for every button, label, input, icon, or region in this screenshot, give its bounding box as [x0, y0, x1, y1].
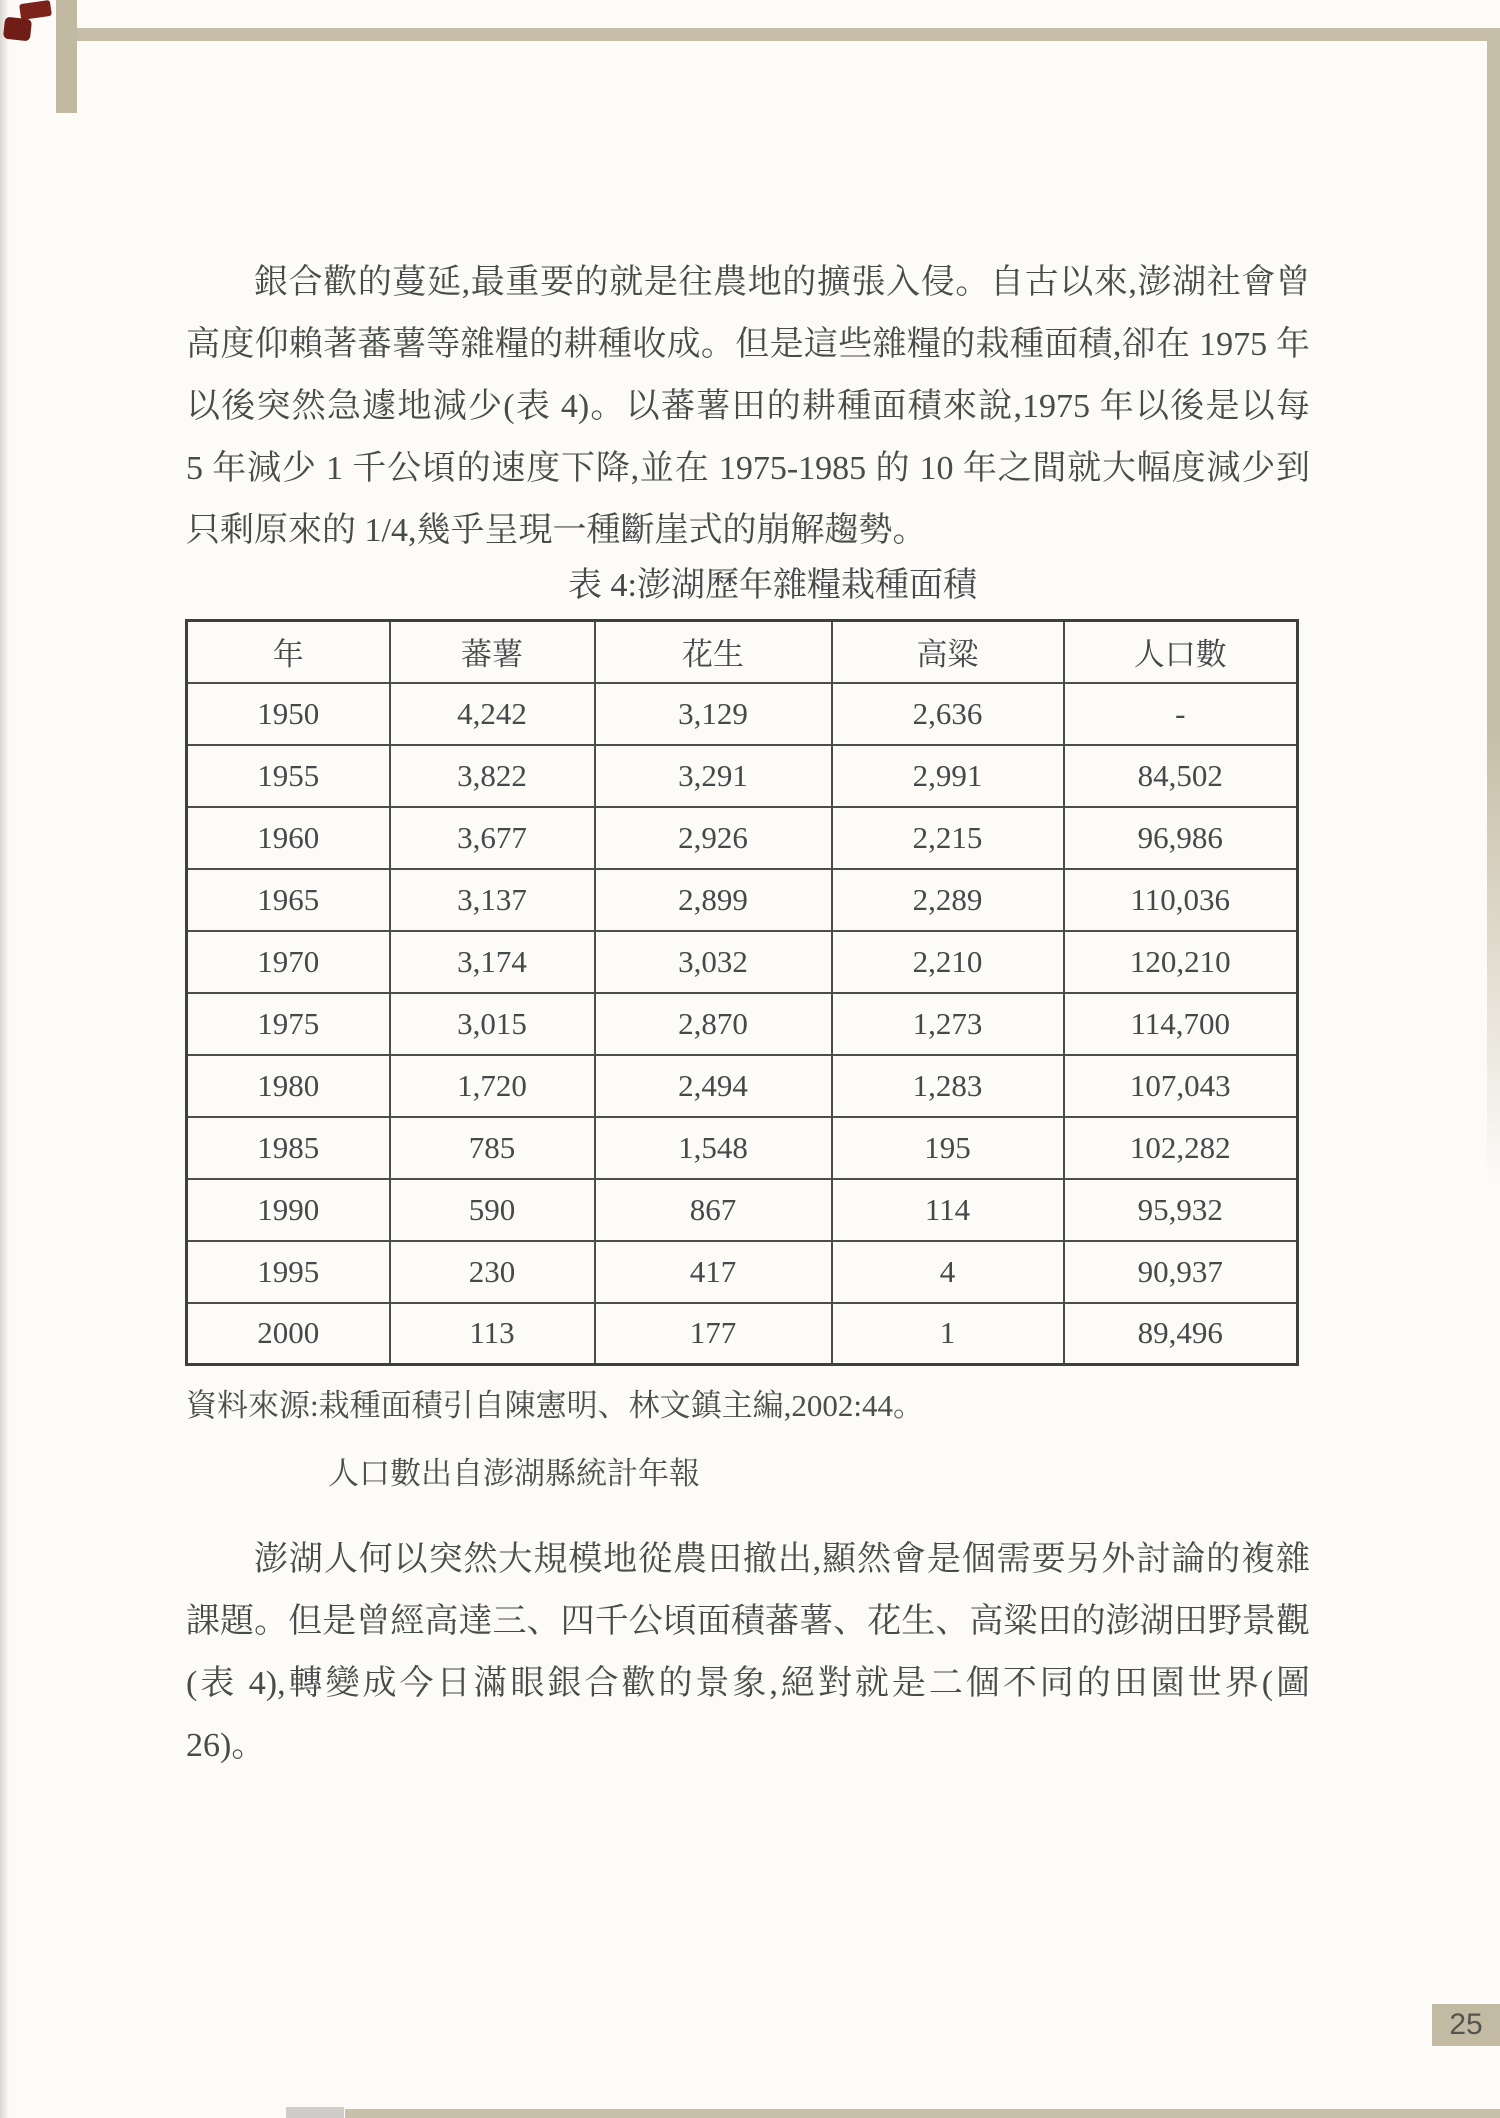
- tan-border-band-right: [1487, 34, 1500, 1184]
- text-line: 澎湖人何以突然大規模地從農田撤出,顯然會是個需要另外討論的複雜: [254, 1541, 1310, 1578]
- table-cell: 1,283: [832, 1055, 1064, 1117]
- table-cell: 177: [595, 1303, 832, 1365]
- table-header-cell: 花生: [595, 621, 832, 683]
- table-cell: 120,210: [1064, 931, 1298, 993]
- table-row: [187, 1179, 1298, 1241]
- table-header-row: [187, 621, 1298, 683]
- table-cell: 1: [832, 1303, 1064, 1365]
- table-cell: 1995: [187, 1241, 390, 1303]
- table-cell: 2,636: [832, 683, 1064, 745]
- table-cell: 2,289: [832, 869, 1064, 931]
- text-line: 以後突然急遽地減少(表 4)。以蕃薯田的耕種面積來說,1975 年以後是以每: [186, 388, 1310, 425]
- table-cell: 3,129: [595, 683, 832, 745]
- table-cell: 1985: [187, 1117, 390, 1179]
- paragraph-2: [186, 1529, 1310, 1777]
- maroon-stamp-mark-bottom: [3, 17, 32, 42]
- table-cell: 2000: [187, 1303, 390, 1365]
- table-cell: 590: [390, 1179, 595, 1241]
- table-cell: 3,015: [390, 993, 595, 1055]
- table-cell: 4: [832, 1241, 1064, 1303]
- table-row: [187, 993, 1298, 1055]
- table-header-cell: 年: [187, 621, 390, 683]
- table-cell: 4,242: [390, 683, 595, 745]
- text-line: 5 年減少 1 千公頃的速度下降,並在 1975-1985 的 10 年之間就大幅度減少到: [186, 450, 1310, 487]
- table-cell: 113: [390, 1303, 595, 1365]
- table-caption: 表 4:澎湖歷年雜糧栽種面積: [568, 567, 977, 604]
- table-row: [187, 1117, 1298, 1179]
- table-header-cell: 高粱: [832, 621, 1064, 683]
- table-cell: 417: [595, 1241, 832, 1303]
- table-cell: 1950: [187, 683, 390, 745]
- text-line: 課題。但是曾經高達三、四千公頃面積蕃薯、花生、高粱田的澎湖田野景觀: [186, 1603, 1310, 1640]
- table-cell: 1975: [187, 993, 390, 1055]
- table-cell: 3,137: [390, 869, 595, 931]
- table-cell: 3,032: [595, 931, 832, 993]
- table-row: [187, 1055, 1298, 1117]
- text-line: 只剩原來的 1/4,幾乎呈現一種斷崖式的崩解趨勢。: [186, 512, 927, 549]
- table-cell: 1980: [187, 1055, 390, 1117]
- table-cell: 1990: [187, 1179, 390, 1241]
- table-cell: 114: [832, 1179, 1064, 1241]
- table-row: [187, 1303, 1298, 1365]
- table-row: [187, 931, 1298, 993]
- table-cell: 89,496: [1064, 1303, 1298, 1365]
- tan-border-band-topleft: [56, 0, 77, 113]
- table-cell: 95,932: [1064, 1179, 1298, 1241]
- tan-border-band-top: [77, 28, 1500, 41]
- table-cell: 195: [832, 1117, 1064, 1179]
- table-cell: 2,899: [595, 869, 832, 931]
- table-row: [187, 869, 1298, 931]
- crops-population-table: [185, 619, 1299, 1366]
- text-line: (表 4),轉變成今日滿眼銀合歡的景象,絕對就是二個不同的田園世界(圖: [186, 1665, 1310, 1702]
- text-line: 26)。: [186, 1727, 266, 1764]
- table-cell: 867: [595, 1179, 832, 1241]
- table-source-note: [186, 1372, 924, 1508]
- table-cell: 2,210: [832, 931, 1064, 993]
- table-cell: 1,720: [390, 1055, 595, 1117]
- table-cell: 785: [390, 1117, 595, 1179]
- page-number-badge: [1432, 2004, 1500, 2046]
- table-cell: 102,282: [1064, 1117, 1298, 1179]
- table-cell: 107,043: [1064, 1055, 1298, 1117]
- table-header-cell: 人口數: [1064, 621, 1298, 683]
- maroon-stamp-mark-top: [19, 0, 52, 20]
- scan-edge-shadow: [0, 0, 9, 2118]
- table-cell: 96,986: [1064, 807, 1298, 869]
- table-cell: 2,870: [595, 993, 832, 1055]
- table-cell: 114,700: [1064, 993, 1298, 1055]
- text-line: 高度仰賴著蕃薯等雜糧的耕種收成。但是這些雜糧的栽種面積,卻在 1975 年: [186, 326, 1310, 363]
- table-cell: 110,036: [1064, 869, 1298, 931]
- table-cell: 1,273: [832, 993, 1064, 1055]
- table-row: [187, 1241, 1298, 1303]
- table-header-cell: 蕃薯: [390, 621, 595, 683]
- table-row: [187, 683, 1298, 745]
- paragraph-1: [186, 252, 1310, 562]
- table-cell: 3,822: [390, 745, 595, 807]
- source-note-line: 人口數出自澎湖縣統計年報: [328, 1456, 700, 1491]
- table-cell: 1965: [187, 869, 390, 931]
- table-cell: 1,548: [595, 1117, 832, 1179]
- table-cell: 1970: [187, 931, 390, 993]
- table-cell: 3,291: [595, 745, 832, 807]
- table-cell: 2,215: [832, 807, 1064, 869]
- table-cell: 2,494: [595, 1055, 832, 1117]
- table-cell: 1955: [187, 745, 390, 807]
- table-cell: 230: [390, 1241, 595, 1303]
- source-note-line: 資料來源:栽種面積引自陳憲明、林文鎮主編,2002:44。: [186, 1388, 924, 1423]
- table-cell: 2,991: [832, 745, 1064, 807]
- table-cell: 84,502: [1064, 745, 1298, 807]
- table-row: [187, 745, 1298, 807]
- tan-border-band-bottom: [345, 2109, 1500, 2118]
- table-cell: 3,174: [390, 931, 595, 993]
- scan-smudge: [286, 2107, 344, 2118]
- page-number: 25: [1449, 2008, 1483, 2041]
- table-cell: 90,937: [1064, 1241, 1298, 1303]
- table-row: [187, 807, 1298, 869]
- table-cell: -: [1064, 683, 1298, 745]
- table-cell: 2,926: [595, 807, 832, 869]
- table-cell: 1960: [187, 807, 390, 869]
- text-line: 銀合歡的蔓延,最重要的就是往農地的擴張入侵。自古以來,澎湖社會曾: [254, 264, 1310, 301]
- table-cell: 3,677: [390, 807, 595, 869]
- table-body: [187, 683, 1298, 1365]
